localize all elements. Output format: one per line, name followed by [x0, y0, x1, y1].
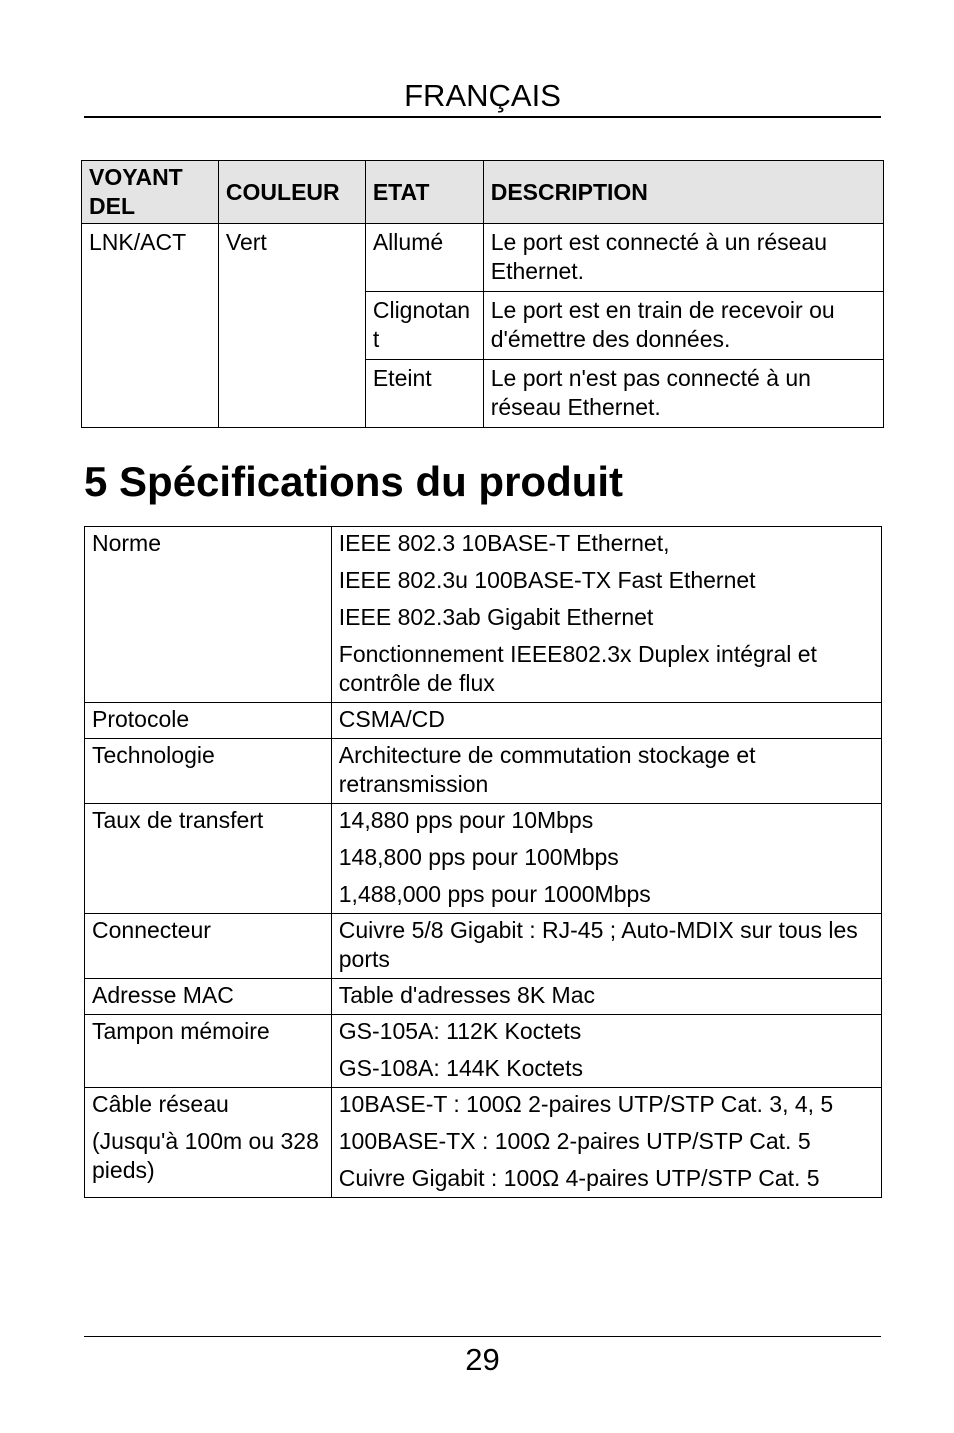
header-rule — [84, 116, 881, 118]
spec-value-line: 14,880 pps pour 10Mbps — [338, 807, 594, 833]
spec-value-line: IEEE 802.3 10BASE-T Ethernet, — [338, 530, 670, 556]
spec-label — [85, 979, 332, 1015]
spec-label — [85, 804, 332, 914]
spec-value-line: IEEE 802.3u 100BASE-TX Fast Ethernet — [338, 567, 756, 593]
couleur-cell: Vert — [218, 224, 365, 428]
spec-label — [85, 1015, 332, 1088]
header-description: DESCRIPTION — [483, 161, 883, 224]
spec-row-taux-de-transfert — [85, 804, 882, 914]
spec-value-line: 148,800 pps pour 100Mbps — [338, 844, 619, 870]
spec-label-line: Adresse MAC — [92, 982, 234, 1008]
spec-value — [331, 1088, 881, 1198]
spec-label-line: Technologie — [92, 742, 215, 768]
spec-row-norme — [85, 527, 882, 703]
spec-label-line: Tampon mémoire — [92, 1018, 270, 1044]
spec-row-adresse-mac — [85, 979, 882, 1015]
description-cell: Le port n'est pas connecté à un réseau Ethernet. — [483, 360, 883, 428]
etat-cell: Clignotant — [365, 292, 483, 360]
header-voyant: VOYANT DEL — [82, 161, 219, 224]
spec-label — [85, 914, 332, 979]
spec-label-line: Câble réseau — [92, 1091, 229, 1117]
spec-value-line: 10BASE-T : 100Ω 2-paires UTP/STP Cat. 3, 4, 5 — [338, 1091, 834, 1117]
spec-label-line: Taux de transfert — [92, 807, 264, 833]
spec-value-line: GS-105A: 112K Koctets — [338, 1018, 582, 1044]
spec-value-line: CSMA/CD — [338, 706, 445, 732]
spec-row-tampon-memoire — [85, 1015, 882, 1088]
language-header: FRANÇAIS — [404, 78, 561, 113]
spec-value — [331, 703, 881, 739]
etat-cell: Eteint — [365, 360, 483, 428]
spec-value — [331, 804, 881, 914]
spec-label-line: Norme — [92, 530, 162, 556]
spec-value-line: Table d'adresses 8K Mac — [338, 982, 596, 1008]
led-table-header-row — [82, 161, 884, 224]
spec-value — [331, 979, 881, 1015]
description-cell: Le port est connecté à un réseau Ethernet. — [483, 224, 883, 292]
spec-label-line: Connecteur — [92, 917, 211, 943]
spec-value-line: Cuivre Gigabit : 100Ω 4-paires UTP/STP Cat. 5 — [338, 1165, 820, 1191]
spec-label-line: Protocole — [92, 706, 190, 732]
spec-row-protocole — [85, 703, 882, 739]
etat-cell: Allumé — [365, 224, 483, 292]
spec-label — [85, 739, 332, 804]
page-number: 29 — [465, 1342, 500, 1377]
spec-value-line: Architecture de commutation stockage et retransmission — [338, 742, 756, 797]
voyant-cell: LNK/ACT — [82, 224, 219, 428]
spec-label — [85, 703, 332, 739]
spec-label — [85, 1088, 332, 1198]
specifications-table — [84, 526, 882, 1198]
spec-row-cable-reseau — [85, 1088, 882, 1198]
spec-value-line: 100BASE-TX : 100Ω 2-paires UTP/STP Cat. 5 — [338, 1128, 811, 1154]
spec-value-line: 1,488,000 pps pour 1000Mbps — [338, 881, 651, 907]
spec-label-line: (Jusqu'à 100m ou 328 pieds) — [92, 1128, 319, 1183]
spec-label — [85, 527, 332, 703]
spec-row-connecteur — [85, 914, 882, 979]
header-etat: ETAT — [365, 161, 483, 224]
spec-value-line: GS-108A: 144K Koctets — [338, 1055, 583, 1081]
spec-value — [331, 914, 881, 979]
table-row — [82, 224, 884, 292]
spec-row-technologie — [85, 739, 882, 804]
spec-value-line: Cuivre 5/8 Gigabit : RJ-45 ; Auto-MDIX sur tous les ports — [338, 917, 858, 972]
spec-value — [331, 739, 881, 804]
spec-value — [331, 1015, 881, 1088]
description-cell: Le port est en train de recevoir ou d'émettre des données. — [483, 292, 883, 360]
footer-rule — [84, 1336, 881, 1337]
spec-value-line: IEEE 802.3ab Gigabit Ethernet — [338, 604, 654, 630]
section-title: 5 Spécifications du produit — [84, 458, 624, 505]
header-couleur: COULEUR — [218, 161, 365, 224]
spec-value — [331, 527, 881, 703]
led-status-table — [81, 160, 884, 428]
spec-value-line: Fonctionnement IEEE802.3x Duplex intégral et contrôle de flux — [338, 641, 817, 696]
